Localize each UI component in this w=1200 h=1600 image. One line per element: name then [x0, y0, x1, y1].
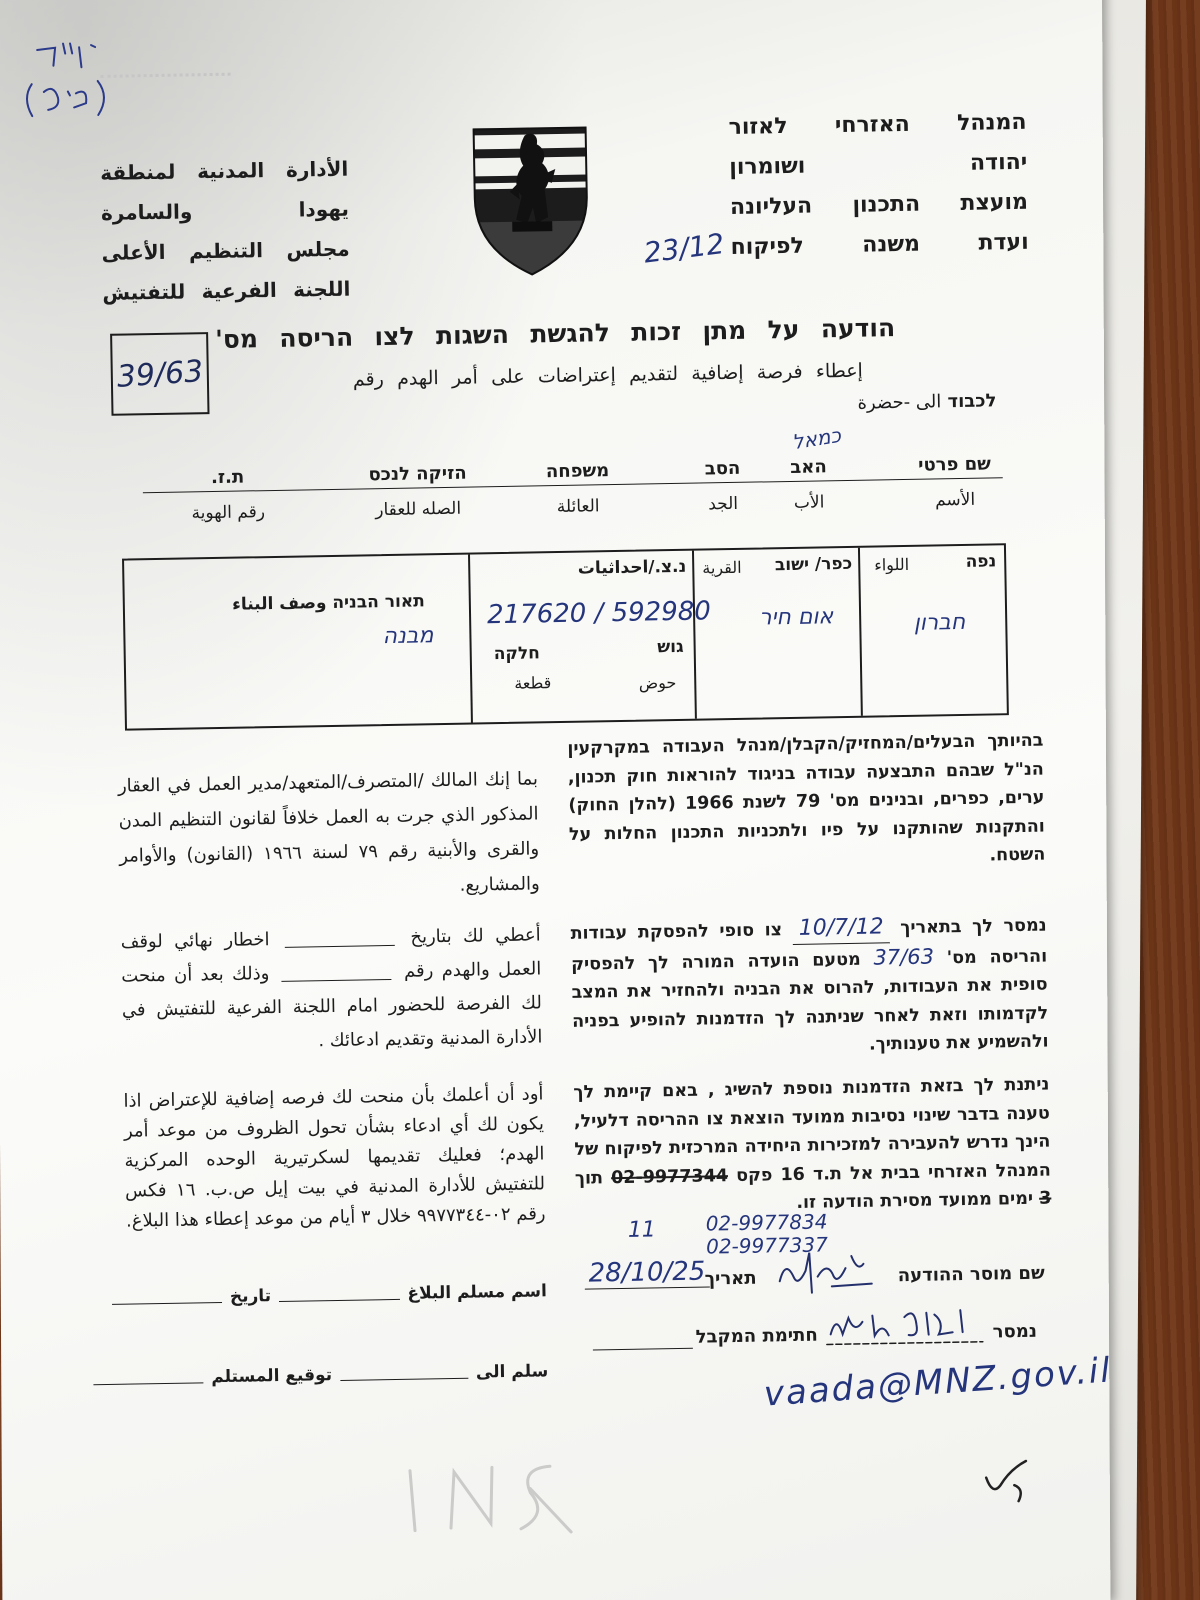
he-p3-text: ניתנת לך בזאת הזדמנות נוספת להשיג , באם קיימת לך טענה בדבר שינוי נסיבות ממועד הוצאת צו ההריסה דלעיל, הינך נדרש להעבירה למזכירות היחידה המרכזית לפיקוח של המנהל האזרחי בבית אל ת.ד 16 פקס: [573, 1074, 1052, 1186]
he-p3-text: תוך: [574, 1167, 604, 1189]
he-date-label: תאריך: [704, 1267, 757, 1290]
field-label-ar: رقم الهوية: [191, 502, 266, 524]
struck-fax-number: 02-9977344: [610, 1165, 729, 1188]
case-number: 39/63: [115, 353, 205, 395]
handwritten-note: 11: [627, 1217, 657, 1243]
handwritten-date-top: 23/12: [641, 226, 727, 270]
parcel-label-ar: قطعة: [514, 673, 552, 693]
header-ar-line: يهودا والسامرة: [100, 196, 350, 225]
district-label-he: נפה: [965, 551, 997, 572]
arabic-paragraph-1: بما إنك المالك /المتصرف/المتعهد/مدير العمل في العقار المذكور الذي جرت به العمل خلافاً لقانون التنظيم المدن والقرى والأبنية رقم ٧٩ لسنة ١٩٦٦ (القانون) والأوامر والمشاريع.: [117, 768, 540, 896]
he-receiver-sig-label: חתימת המקבל: [695, 1324, 818, 1348]
handwritten-first-name: כמאל: [790, 422, 843, 455]
handwritten-delivery-date: 28/10/25: [584, 1256, 709, 1289]
field-id-number: [157, 464, 298, 524]
he-delivered-label: נמסר: [992, 1320, 1038, 1343]
addressee-he: לכבוד: [947, 390, 997, 413]
building-value: מבנה: [382, 623, 434, 650]
header-he-line: מועצת התכנון העליונה: [729, 189, 1029, 220]
district-label-ar: اللواء: [874, 554, 910, 575]
cell-village: [692, 548, 861, 719]
case-number-box: [110, 332, 209, 416]
location-table: [122, 543, 1009, 730]
coordinates-value: 217620 / 592980: [486, 596, 712, 631]
ar-signature-row-2: [93, 1361, 548, 1389]
field-label-he: ת.ז.: [210, 466, 245, 489]
header-ar-line: اللجنة الفرعية للتفتيش: [102, 276, 351, 305]
header-he-line: המנהל האזרחי לאזור: [728, 109, 1027, 140]
addressee-ar: الى -حضرة: [857, 391, 942, 414]
ar-p2-text: اخطار نهائي لوقف العمل والهدم رقم: [120, 929, 542, 982]
district-value: חברון: [913, 609, 966, 636]
hebrew-paragraph-1: בהיותך הבעלים/המחזיק/הקבלן/מנהל העבודה במקרקעין הנ"ל שבהם התבצעה עבודה בניגוד להוראות חוק תכנון, ערים, כפרים, ובנינים מס' 79 לשנת 1966 (להלן החוק) והתקנות שהותקנו על פיו ולתכניות התכנון החלות על השטח.: [567, 730, 1046, 866]
field-label-ar: الجد: [708, 493, 739, 515]
header-arabic: [100, 149, 351, 313]
blank-line: [340, 1378, 468, 1381]
village-label-ar: القرية: [702, 557, 742, 578]
ar-giver-label: اسم مسلم البلاغ: [407, 1281, 548, 1304]
field-label-ar: الأب: [793, 492, 825, 513]
blank-line: [93, 1382, 203, 1385]
field-label-ar: الأسم: [934, 489, 976, 511]
field-label-he: שם פרטי: [918, 453, 992, 476]
he-giver-label: שם מוסר ההודעה: [897, 1262, 1045, 1287]
he-p2-text: מטעם הועדה המורה לך להפסיק סופית את העבודות, להרוס את הבניה ולהחזיר את המצב לקדמותו וזאת לאחר שניתנה לך הזדמנות להופיע בפניה ולהשמיע את טענותיך.: [570, 949, 1049, 1055]
arabic-paragraph-2: [120, 918, 542, 1061]
block-label-ar: حوض: [638, 672, 677, 693]
addressee: [791, 390, 996, 415]
he-p2-text: צו סופי להפסקת עבודות והריסה מס': [570, 920, 1048, 968]
cell-building: [124, 555, 471, 729]
show-through-marks: [380, 1447, 612, 1541]
field-family: [507, 457, 648, 517]
handwritten-phone: 02-9977337: [705, 1232, 829, 1259]
blank-line: [279, 1299, 399, 1302]
handwritten-email: vaada@MNZ.gov.il: [762, 1350, 1114, 1415]
field-label-he: הזיקה לנכס: [368, 462, 467, 486]
ar-signature-row-1: [112, 1281, 547, 1309]
building-label: תאור הבניה وصف البناء: [232, 591, 425, 615]
header-he-line: ועדת משנה לפיקוח: [730, 229, 1029, 260]
receiver-name-handwriting: [822, 1302, 988, 1353]
field-grandfather: [652, 455, 793, 515]
field-label-ar: الصله للعقار: [375, 498, 462, 521]
he-p3-text: ימים ממועד מסירת הודעה זו.: [796, 1188, 1034, 1213]
header-ar-line: الأدارة المدنية لمنطقة: [100, 156, 349, 185]
ar-receiver-sig-label: توقيع المستلم: [211, 1365, 333, 1388]
he-p2-text: נמסר לך בתאריך: [900, 915, 1047, 939]
village-label-he: כפר/ ישוב: [774, 553, 853, 576]
check-mark-icon: [978, 1455, 1049, 1511]
blank-date: [285, 930, 395, 947]
field-label-ar: العائلة: [556, 496, 600, 518]
blank-line: [593, 1348, 693, 1351]
cell-coordinates: [468, 551, 712, 723]
field-label-he: משפחה: [545, 460, 610, 483]
margin-note-scribble: [17, 35, 115, 127]
giver-signature: [771, 1245, 882, 1297]
handwritten-phone: 02-9977834: [705, 1209, 828, 1236]
struck-days: 3: [1038, 1188, 1052, 1209]
header-hebrew: [728, 103, 1029, 268]
ar-delivered-label: سلم الى: [475, 1361, 549, 1383]
handwritten-order-number: 37/63: [873, 944, 935, 970]
ar-date-label: تاريخ: [229, 1286, 272, 1307]
title-arabic: إعطاء فرصة إضافية لتقديم إعتراضات على أمر الهدم رقم: [352, 359, 864, 391]
hebrew-paragraph-2: [570, 911, 1048, 1065]
hebrew-paragraph-3: [573, 1071, 1051, 1222]
blank-number: [282, 964, 392, 981]
shield-emblem-icon: [471, 124, 592, 278]
title-hebrew: הודעה על מתן זכות להגשת השגות לצו הריסה מס': [214, 313, 896, 354]
field-first-name: [884, 451, 1025, 511]
blank-line: [112, 1302, 222, 1305]
field-label-he: הסב: [704, 457, 741, 480]
village-value: אום חיר: [758, 604, 834, 631]
block-label-he: גוש: [657, 636, 684, 658]
cell-district: [858, 545, 1007, 716]
dotted-line: [101, 73, 231, 78]
field-label-he: האב: [790, 456, 827, 478]
ar-p2-text: وذلك بعد أن منحت لك الفرصة للحضور امام اللجنة الفرعية للتفتيش في الأدارة المدنية وتقديم ادعائك .: [121, 963, 543, 1052]
parcel-label-he: חלקה: [493, 643, 541, 665]
arabic-paragraph-3: أود أن أعلمك بأن منحت لك فرصه إضافية للإعتراض اذا يكون لك أي ادعاء بشأن تحول الظروف من موعد أمر الهدم؛ فعليك تقديمها لسكرتيرية الوحده المركزية للتفتيش للأدارة المدنية في بيت إيل ص.ب. ١٦ فكس رقم ٠٢-٩٩٧٧٣٤٤ خلال ٣ أيام من موعد إعطاء هذا البلاغ.: [123, 1083, 546, 1232]
handwritten-order-date: 10/7/12: [793, 913, 890, 944]
coordinates-label: נ.צ./احداثيات: [577, 556, 687, 579]
ar-p2-text: أعطي لك بتاريخ: [410, 924, 541, 948]
header-he-line: יהודה ושומרון: [729, 149, 1028, 180]
field-property-relation: [347, 460, 488, 520]
header-ar-line: مجلس التنظيم الأعلى: [101, 236, 350, 265]
